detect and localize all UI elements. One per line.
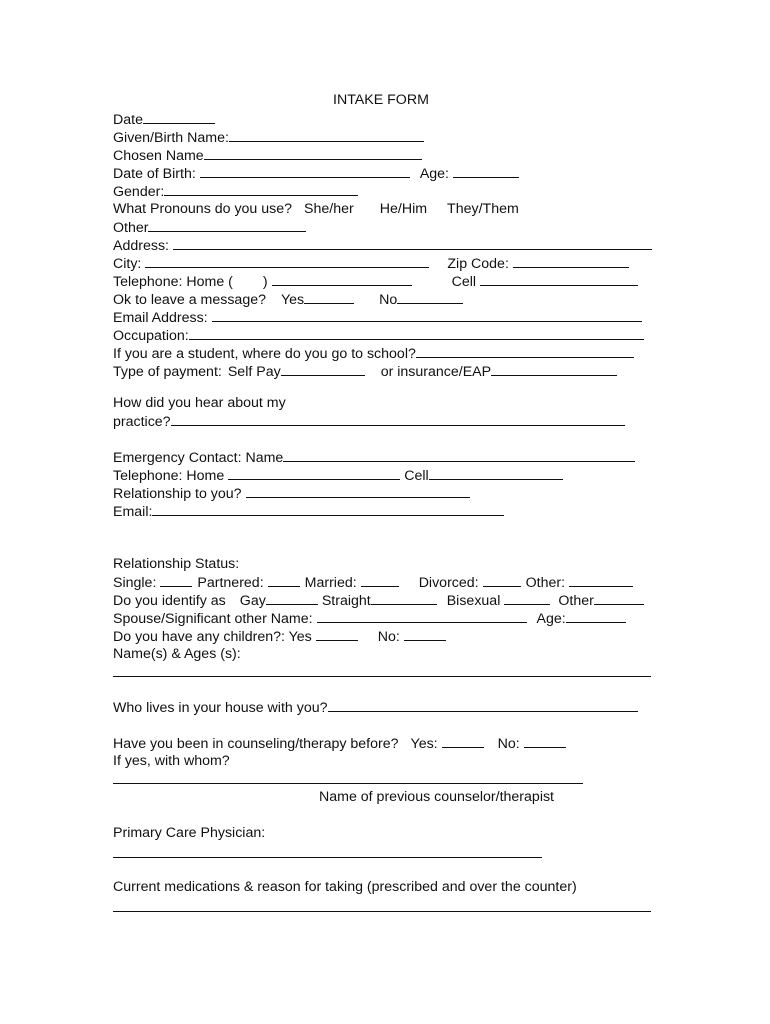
who-lives-row xyxy=(113,698,638,716)
straight-label: Straight xyxy=(321,593,371,609)
pronouns-label: What Pronouns do you use? xyxy=(113,201,293,217)
pronoun-she-her[interactable]: She/her xyxy=(304,201,354,217)
pcp-row xyxy=(113,824,265,842)
practice-label: practice? xyxy=(113,414,171,430)
occupation-label: Occupation: xyxy=(113,328,189,344)
telephone-row xyxy=(113,272,638,290)
address-row xyxy=(113,236,652,254)
names-ages-label: Name(s) & Ages (s): xyxy=(113,646,241,662)
dob-label: Date of Birth: xyxy=(113,166,196,182)
prev-counselor-caption-row xyxy=(319,788,554,806)
self-pay-label: Self Pay xyxy=(227,364,281,380)
single-field[interactable] xyxy=(160,573,192,587)
pronoun-other-field[interactable] xyxy=(148,218,306,232)
prev-counselor-caption: Name of previous counselor/therapist xyxy=(319,789,555,805)
spouse-field[interactable] xyxy=(317,609,527,623)
form-title: INTAKE FORM xyxy=(333,92,429,108)
city-row xyxy=(113,254,629,272)
gender-row xyxy=(113,182,358,200)
pronouns-row xyxy=(113,200,519,218)
if-yes-label: If yes, with whom? xyxy=(113,753,230,769)
message-yes-label: Yes xyxy=(281,292,305,308)
address-field[interactable] xyxy=(173,236,652,250)
relationship-label: Relationship to you? xyxy=(113,486,242,502)
message-yes-field[interactable] xyxy=(304,290,354,304)
counseling-yes-field[interactable] xyxy=(442,734,484,748)
status-other-label: Other: xyxy=(525,575,566,591)
spouse-age-field[interactable] xyxy=(566,609,626,623)
cell-field[interactable] xyxy=(480,272,638,286)
who-lives-field[interactable] xyxy=(328,698,638,712)
date-field[interactable] xyxy=(143,110,215,124)
hear-about-label: How did you hear about my xyxy=(113,395,286,411)
self-pay-field[interactable] xyxy=(281,362,365,376)
meds-field[interactable] xyxy=(113,898,651,912)
married-label: Married: xyxy=(304,575,357,591)
emergency-contact-field[interactable] xyxy=(283,448,635,462)
pronoun-other-row xyxy=(113,218,306,236)
insurance-field[interactable] xyxy=(491,362,617,376)
student-row xyxy=(113,344,634,362)
age-label: Age: xyxy=(419,166,449,182)
prev-counselor-field[interactable] xyxy=(113,770,583,784)
age-field[interactable] xyxy=(453,164,519,178)
date-label: Date xyxy=(113,112,143,128)
spouse-row xyxy=(113,609,626,627)
children-no-label: No: xyxy=(377,629,400,645)
gender-field[interactable] xyxy=(164,182,358,196)
divorced-field[interactable] xyxy=(483,573,521,587)
who-lives-label: Who lives in your house with you? xyxy=(113,700,328,716)
status-options-row xyxy=(113,573,633,591)
bisexual-field[interactable] xyxy=(504,591,550,605)
given-name-field[interactable] xyxy=(229,128,424,142)
zip-field[interactable] xyxy=(513,254,629,268)
ec-cell-field[interactable] xyxy=(429,466,563,480)
dob-row xyxy=(113,164,519,182)
insurance-label: or insurance/EAP xyxy=(380,364,492,380)
occupation-row xyxy=(113,326,644,344)
given-name-row xyxy=(113,128,424,146)
pronoun-he-him[interactable]: He/Him xyxy=(379,201,428,217)
date-row xyxy=(113,110,215,128)
ec-telephone-label: Telephone: Home xyxy=(113,468,225,484)
spouse-label: Spouse/Significant other Name: xyxy=(113,611,313,627)
gay-label: Gay xyxy=(239,593,266,609)
children-yes-field[interactable] xyxy=(316,627,358,641)
meds-line xyxy=(113,898,651,916)
message-no-field[interactable] xyxy=(397,290,463,304)
payment-row xyxy=(113,362,617,380)
email-address-label: Email Address: xyxy=(113,310,208,326)
ec-email-field[interactable] xyxy=(152,502,504,516)
payment-label: Type of payment: xyxy=(113,364,222,380)
identify-label: Do you identify as xyxy=(113,593,226,609)
counseling-no-field[interactable] xyxy=(524,734,566,748)
meds-row xyxy=(113,878,577,896)
rel-status-label: Relationship Status: xyxy=(113,556,240,572)
prev-counselor-line xyxy=(113,770,583,788)
emergency-contact-label: Emergency Contact: Name xyxy=(113,450,284,466)
telephone-home-label: Telephone: Home ( xyxy=(113,274,233,290)
pcp-label: Primary Care Physician: xyxy=(113,825,266,841)
gay-field[interactable] xyxy=(266,591,318,605)
children-row xyxy=(113,627,446,645)
ec-telephone-row xyxy=(113,466,563,484)
city-field[interactable] xyxy=(145,254,429,268)
meds-label: Current medications & reason for taking (prescribed and over the counter) xyxy=(113,879,577,895)
area-code-close: ) xyxy=(262,274,268,290)
chosen-name-field[interactable] xyxy=(204,146,422,160)
dob-field[interactable] xyxy=(200,164,410,178)
student-label: If you are a student, where do you go to school? xyxy=(113,346,416,362)
divorced-label: Divorced: xyxy=(418,575,479,591)
counseling-label: Have you been in counseling/therapy before? xyxy=(113,736,399,752)
names-ages-row xyxy=(113,645,241,663)
rel-status-row xyxy=(113,555,239,573)
given-name-label: Given/Birth Name: xyxy=(113,130,229,146)
email-address-field[interactable] xyxy=(212,308,642,322)
counseling-row xyxy=(113,734,566,752)
relationship-row xyxy=(113,484,470,502)
zip-label: Zip Code: xyxy=(447,256,509,272)
names-ages-line xyxy=(113,663,651,681)
chosen-name-label: Chosen Name xyxy=(113,148,204,164)
ec-cell-label: Cell xyxy=(404,468,429,484)
gender-label: Gender: xyxy=(113,184,165,200)
names-ages-field[interactable] xyxy=(113,663,651,677)
identify-row xyxy=(113,591,644,609)
pronoun-other-label: Other xyxy=(113,220,149,236)
hear-row-1 xyxy=(113,394,286,412)
telephone-home-field[interactable] xyxy=(272,272,412,286)
identify-other-label: Other xyxy=(558,593,594,609)
ec-email-label: Email: xyxy=(113,504,153,520)
straight-field[interactable] xyxy=(371,591,437,605)
counseling-no-label: No: xyxy=(497,736,520,752)
children-no-field[interactable] xyxy=(404,627,446,641)
counseling-yes-label: Yes: xyxy=(410,736,438,752)
ec-telephone-field[interactable] xyxy=(228,466,400,480)
hear-about-field[interactable] xyxy=(171,412,625,426)
relationship-field[interactable] xyxy=(246,484,470,498)
city-label: City: xyxy=(113,256,142,272)
address-label: Address: xyxy=(113,238,169,254)
partnered-field[interactable] xyxy=(268,573,300,587)
pcp-line xyxy=(113,844,542,862)
children-label: Do you have any children?: Yes xyxy=(113,629,312,645)
ok-message-label: Ok to leave a message? xyxy=(113,292,266,308)
bisexual-label: Bisexual xyxy=(446,593,501,609)
spouse-age-label: Age: xyxy=(536,611,566,627)
student-field[interactable] xyxy=(416,344,634,358)
email-address-row xyxy=(113,308,642,326)
partnered-label: Partnered: xyxy=(197,575,264,591)
pcp-field[interactable] xyxy=(113,844,542,858)
single-label: Single: xyxy=(113,575,157,591)
identify-other-field[interactable] xyxy=(594,591,644,605)
occupation-field[interactable] xyxy=(189,326,644,340)
chosen-name-row xyxy=(113,146,422,164)
if-yes-row xyxy=(113,752,230,770)
message-no-label: No xyxy=(379,292,398,308)
ec-email-row xyxy=(113,502,504,520)
cell-label: Cell xyxy=(451,274,477,290)
emergency-contact-row xyxy=(113,448,635,466)
message-row xyxy=(113,290,463,308)
status-other-field[interactable] xyxy=(569,573,633,587)
hear-row-2 xyxy=(113,412,625,430)
married-field[interactable] xyxy=(361,573,399,587)
pronoun-they-them[interactable]: They/Them xyxy=(447,201,519,217)
